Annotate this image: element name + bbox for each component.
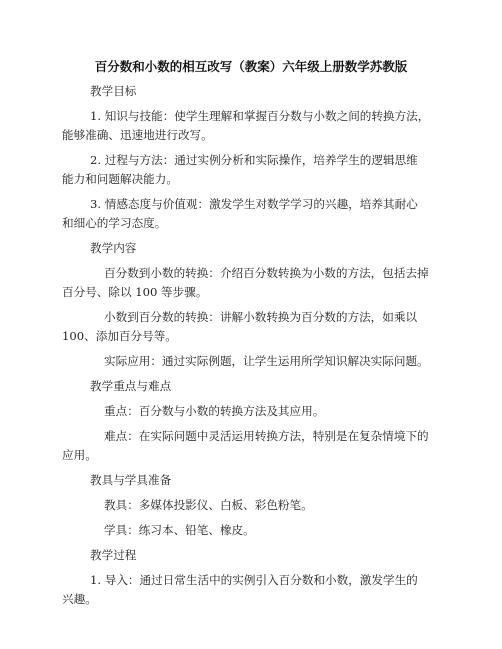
paragraph-line: 小数到百分数的转换：讲解小数转换为百分数的方法，如乘以 — [104, 310, 418, 324]
paragraph-line: 3. 情感态度与价值观：激发学生对数学学习的兴趣，培养其耐心 — [90, 197, 418, 211]
paragraph-line: 重点：百分数与小数的转换方法及其应用。 — [104, 404, 325, 418]
paragraph-line: 100、添加百分号等。 — [62, 329, 177, 343]
paragraph-line: 和细心的学习态度。 — [62, 216, 167, 230]
paragraph-line: 能够准确、迅速地进行改写。 — [62, 128, 213, 142]
section-heading: 教学目标 — [90, 84, 137, 98]
document-title: 百分数和小数的相互改写（教案）六年级上册数学苏教版 — [94, 59, 408, 74]
paragraph-line: 1. 知识与技能：使学生理解和掌握百分数与小数之间的转换方法， — [90, 109, 430, 123]
section-heading: 教学重点与难点 — [90, 379, 172, 393]
paragraph-line: 难点：在实际问题中灵活运用转换方法，特别是在复杂情境下的 — [104, 429, 429, 443]
section-heading: 教学内容 — [90, 241, 137, 255]
paragraph-line: 1. 导入：通过日常生活中的实例引入百分数和小数，激发学生的 — [90, 573, 418, 587]
paragraph-line: 百分号、除以 100 等步骤。 — [62, 285, 208, 299]
section-heading: 教学过程 — [90, 548, 137, 562]
paragraph-line: 应用。 — [62, 448, 97, 462]
paragraph-line: 2. 过程与方法：通过实例分析和实际操作，培养学生的逻辑思维 — [90, 153, 418, 167]
section-heading: 教具与学具准备 — [90, 473, 172, 487]
paragraph-line: 实际应用：通过实际例题，让学生运用所学知识解决实际问题。 — [104, 354, 429, 368]
paragraph-line: 能力和问题解决能力。 — [62, 172, 178, 186]
paragraph-line: 教具：多媒体投影仪、白板、彩色粉笔。 — [104, 498, 313, 512]
paragraph-line: 学具：练习本、铅笔、橡皮。 — [104, 523, 255, 537]
paragraph-line: 兴趣。 — [62, 592, 97, 606]
paragraph-line: 百分数到小数的转换：介绍百分数转换为小数的方法，包括去掉 — [104, 266, 429, 280]
